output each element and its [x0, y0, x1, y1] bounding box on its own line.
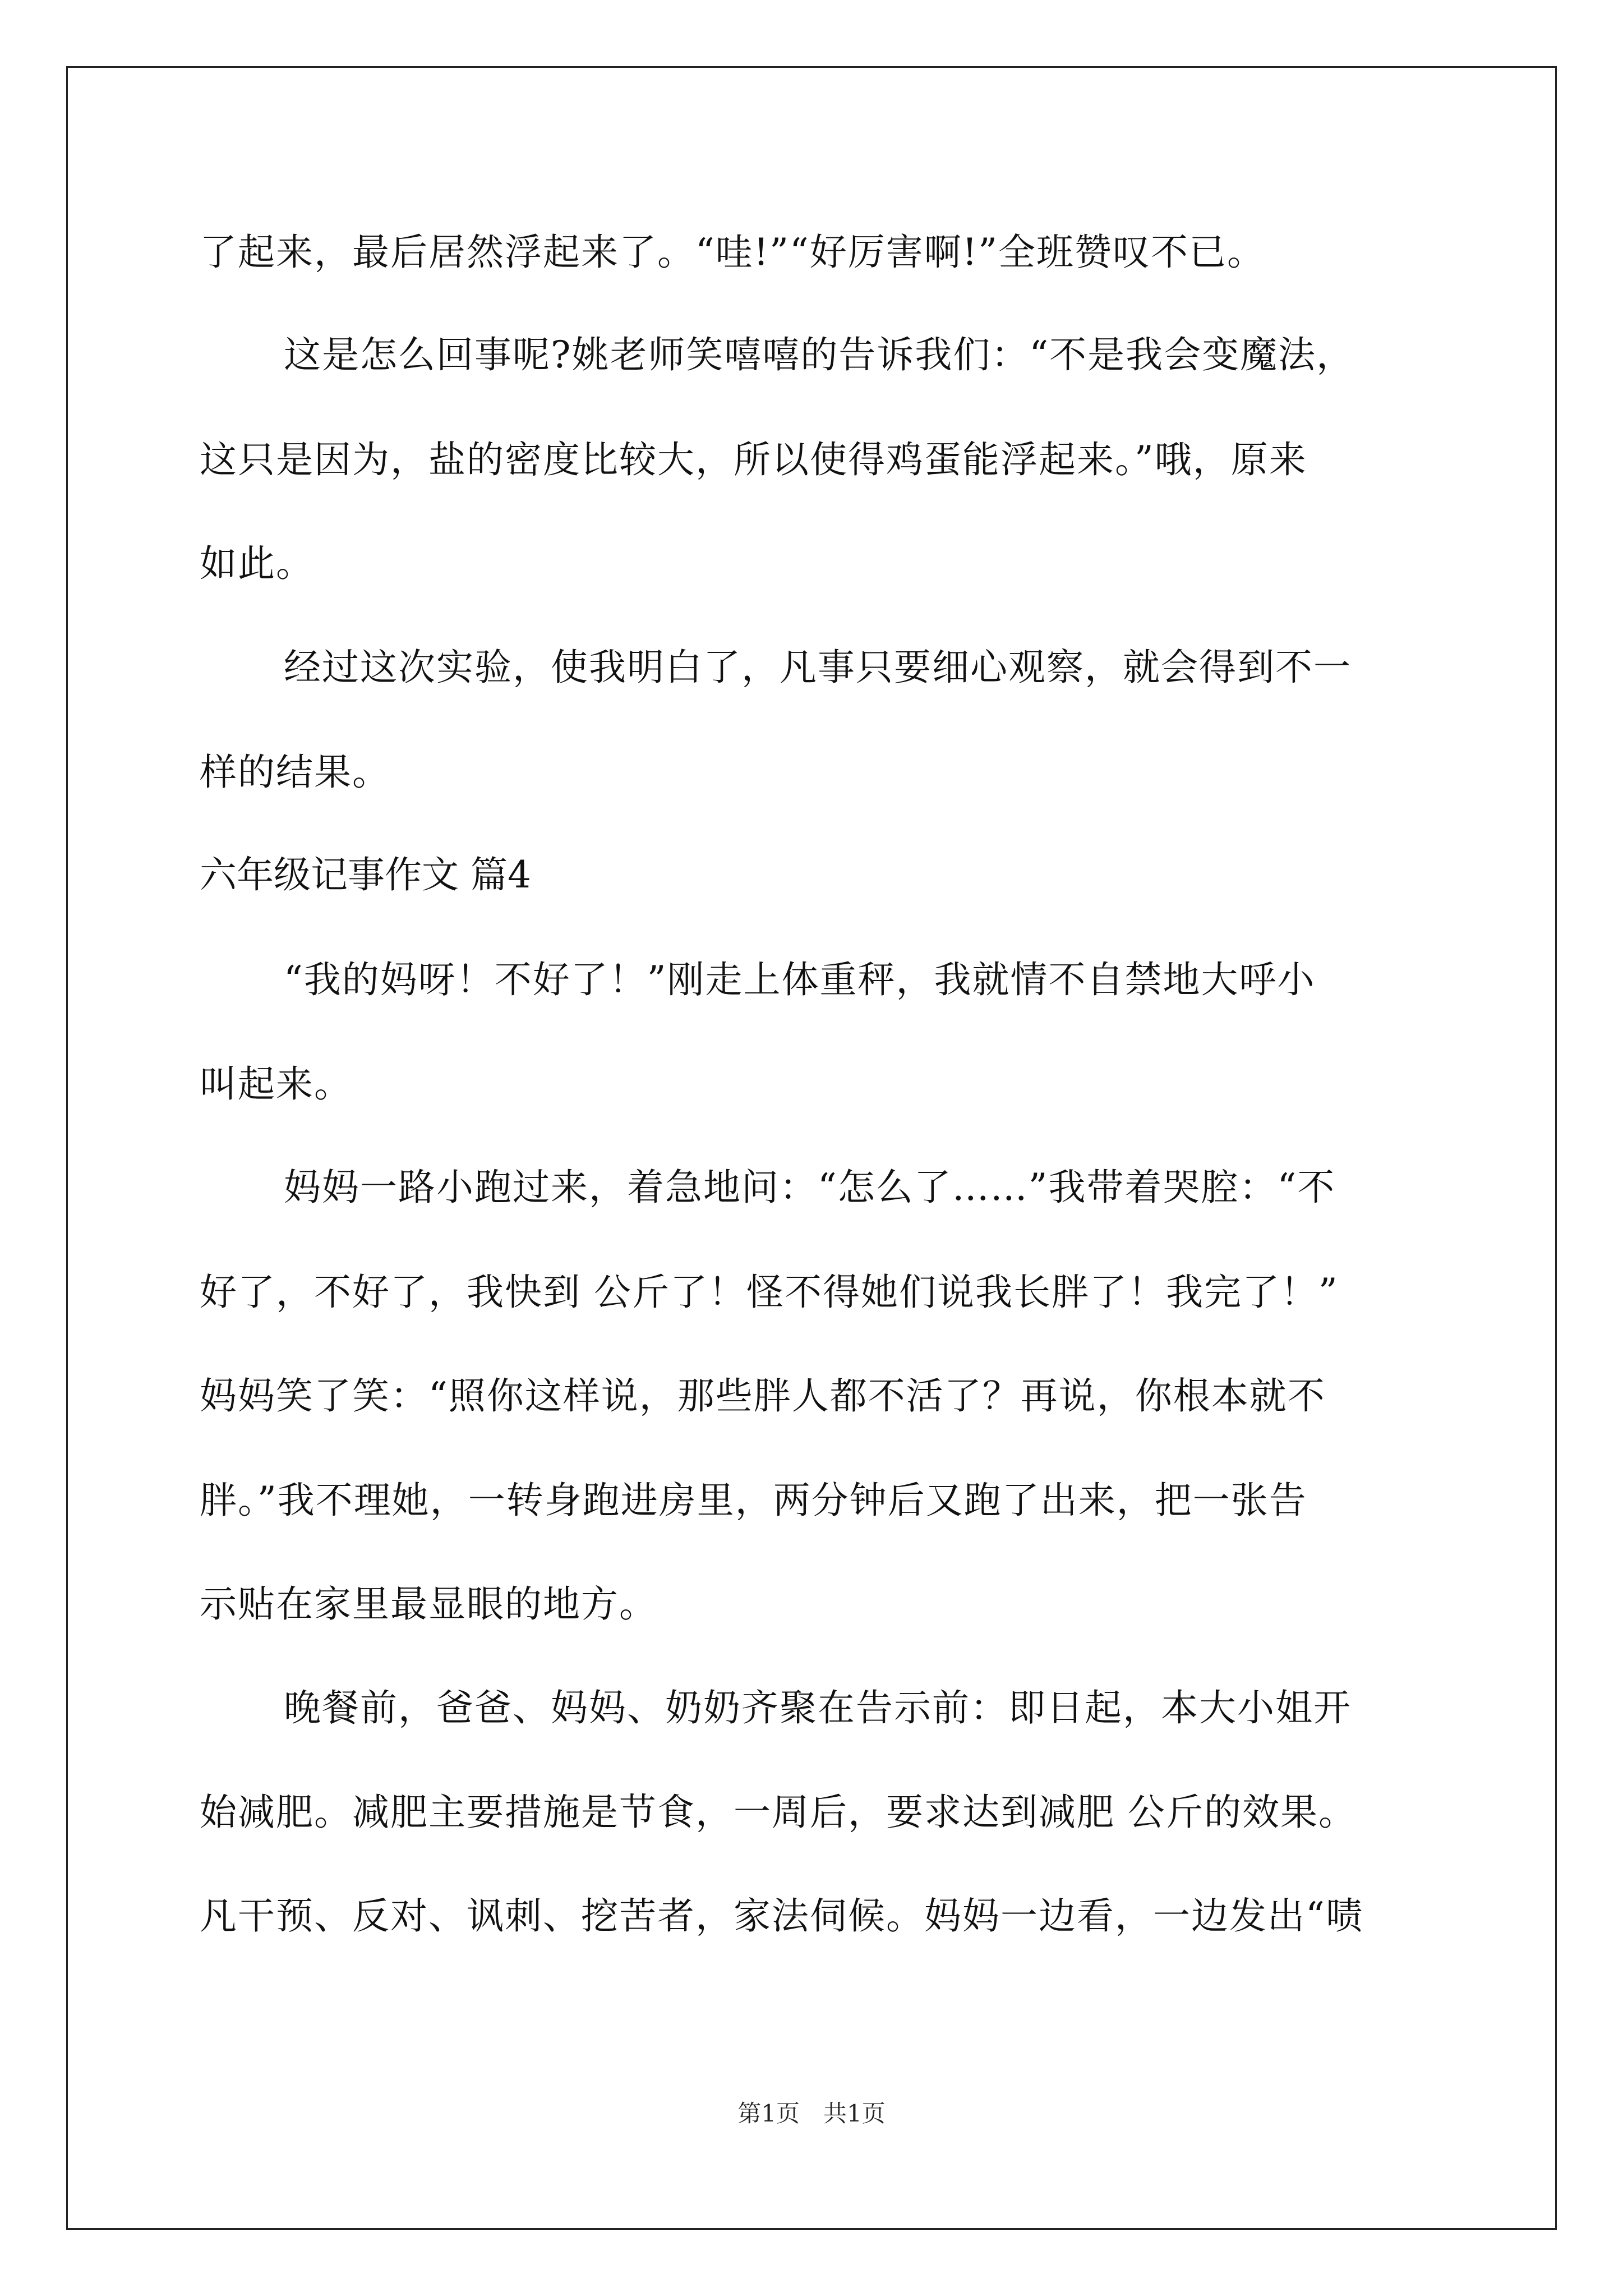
paragraph-line: 示贴在家里最显眼的地方。: [200, 1582, 657, 1626]
paragraph-line: 这是怎么回事呢?姚老师笑嘻嘻的告诉我们：“不是我会变魔法，: [284, 333, 1355, 376]
paragraph-line: 胖。”我不理她，一转身跑进房里，两分钟后又跑了出来，把一张告: [200, 1479, 1307, 1522]
paragraph-line: 晚餐前，爸爸、妈妈、奶奶齐聚在告示前：即日起，本大小姐开: [284, 1686, 1352, 1729]
paragraph-line: 样的结果。: [200, 751, 390, 794]
paragraph-line: 经过这次实验，使我明白了，凡事只要细心观察，就会得到不一: [284, 646, 1352, 689]
paragraph-line: 妈妈一路小跑过来，着急地问：“怎么了……”我带着哭腔：“不: [284, 1166, 1336, 1209]
section-heading: 六年级记事作文 篇4: [200, 853, 531, 896]
paragraph-line: 叫起来。: [200, 1062, 352, 1106]
paragraph-line: 始减肥。减肥主要措施是节食，一周后，要求达到减肥 公斤的效果。: [200, 1791, 1357, 1834]
paragraph-line: 凡干预、反对、讽刺、挖苦者，家法伺候。妈妈一边看，一边发出“啧: [200, 1894, 1364, 1938]
paragraph-line: 好了，不好了，我快到 公斤了！怪不得她们说我长胖了！我完了！”: [200, 1271, 1339, 1314]
paragraph-line: “我的妈呀！不好了！”刚走上体重秤，我就情不自禁地大呼小: [284, 958, 1316, 1001]
page-footer: 第1页 共1页: [737, 2100, 886, 2127]
paragraph-line: 妈妈笑了笑：“照你这样说，那些胖人都不活了？再说，你根本就不: [200, 1374, 1326, 1418]
paragraph-line: 这只是因为，盐的密度比较大，所以使得鸡蛋能浮起来。”哦，原来: [200, 438, 1307, 481]
paragraph-line: 如此。: [200, 542, 314, 585]
paragraph-line: 了起来，最后居然浮起来了。“哇!”“好厉害啊!”全班赞叹不已。: [200, 231, 1266, 274]
